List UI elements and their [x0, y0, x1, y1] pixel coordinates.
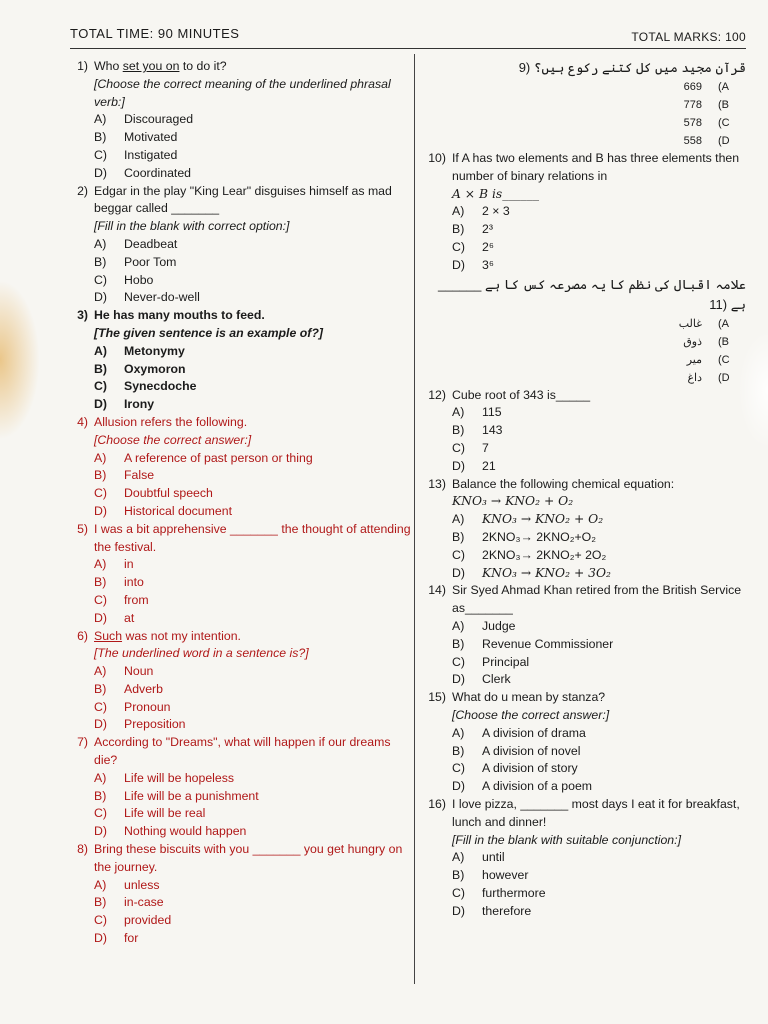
option[interactable]: D) Coordinated — [94, 165, 191, 180]
question-text: Allusion refers the following. — [94, 414, 248, 429]
question-number: 14) — [428, 583, 446, 598]
option[interactable]: C) Hobo — [94, 272, 154, 287]
question-equation: KNO₃ → KNO₂ + O₂ — [452, 494, 574, 509]
total-time: TOTAL TIME: 90 MINUTES — [70, 26, 240, 41]
option[interactable]: A) Discouraged — [94, 112, 194, 127]
option[interactable]: B) A division of novel — [452, 743, 581, 758]
question-7 — [62, 734, 412, 841]
question-number: 12) — [428, 387, 446, 402]
option[interactable]: D) Preposition — [94, 717, 186, 732]
option[interactable]: C) A division of story — [452, 761, 578, 776]
question-number: 7) — [77, 735, 88, 750]
option[interactable]: A) Life will be hopeless — [94, 770, 235, 785]
option[interactable]: 578 (C — [683, 117, 730, 129]
option[interactable]: D) KNO₃ → KNO₂ + 3O₂ — [452, 565, 611, 580]
question-11 — [420, 275, 750, 387]
question-instruction: [Fill in the blank with correct option:] — [94, 219, 290, 234]
option[interactable]: D) Clerk — [452, 672, 511, 687]
question-5 — [62, 521, 412, 628]
option[interactable]: C) 2⁶ — [452, 239, 494, 254]
option[interactable]: A) Deadbeat — [94, 236, 178, 251]
question-6 — [62, 628, 412, 735]
option[interactable]: B) 2³ — [452, 222, 493, 237]
option[interactable]: D) at — [94, 610, 135, 625]
question-3 — [62, 307, 412, 414]
option[interactable]: داغ (D — [687, 371, 730, 384]
question-instruction: [Choose the correct answer:] — [452, 707, 610, 722]
option[interactable]: C) Instigated — [94, 147, 178, 162]
question-12 — [420, 387, 750, 476]
option[interactable]: D) A division of a poem — [452, 779, 593, 794]
question-text: I love pizza, _______ most days I eat it for breakfast, lunch and dinner! — [452, 796, 740, 829]
question-instruction: [The given sentence is an example of?] — [94, 325, 323, 340]
question-number: 2) — [77, 183, 88, 198]
option[interactable]: A) A reference of past person or thing — [94, 450, 313, 465]
option[interactable]: D) Historical document — [94, 503, 232, 518]
question-text: Balance the following chemical equation: — [452, 476, 675, 491]
total-marks: TOTAL MARKS: 100 — [631, 30, 746, 44]
option[interactable]: B) Motivated — [94, 130, 178, 145]
option[interactable]: A) Noun — [94, 664, 154, 679]
left-column — [62, 58, 412, 948]
option[interactable]: C) 2KNO₃→ 2KNO₂+ 2O₂ — [452, 547, 607, 562]
question-4 — [62, 414, 412, 521]
question-number: 10) — [428, 151, 446, 165]
question-text: According to "Dreams", what will happen if our dreams die? — [94, 735, 391, 768]
option[interactable]: D) Irony — [94, 397, 155, 412]
question-8 — [62, 841, 412, 948]
question-text: Cube root of 343 is_____ — [452, 387, 591, 402]
option[interactable]: B) 143 — [452, 423, 503, 438]
option[interactable]: C) furthermore — [452, 885, 546, 900]
option[interactable]: 558 (D — [683, 135, 730, 147]
option[interactable]: C) Pronoun — [94, 699, 171, 714]
question-2 — [62, 183, 412, 308]
question-text: Bring these biscuits with you _______ you get hungry on the journey. — [94, 842, 403, 874]
question-text: Sir Syed Ahmad Khan retired from the British Service as_______ — [452, 583, 742, 616]
option[interactable]: C) Synecdoche — [94, 379, 197, 394]
question-instruction: [The underlined word in a sentence is?] — [94, 646, 309, 661]
question-text: Edgar in the play "King Lear" disguises himself as mad beggar called _______ — [94, 183, 392, 216]
option[interactable]: B) into — [94, 575, 144, 590]
option[interactable]: D) 21 — [452, 458, 496, 473]
option[interactable]: B) 2KNO₃→ 2KNO₂+O₂ — [452, 529, 596, 544]
option[interactable]: C) Doubtful speech — [94, 486, 213, 501]
question-expression: A × B is______ — [452, 186, 540, 201]
question-instruction: [Choose the correct answer:] — [94, 432, 252, 447]
question-text: Such was not my intention. — [94, 628, 241, 643]
question-number: 13) — [428, 476, 446, 491]
question-number: 16) — [428, 796, 446, 811]
question-text: If A has two elements and B has three elements then number of binary relations in — [452, 151, 740, 183]
question-number: 3) — [77, 308, 88, 323]
option[interactable]: B) Life will be a punishment — [94, 788, 259, 803]
option[interactable]: B) in-case — [94, 895, 164, 910]
question-13 — [420, 476, 750, 583]
option[interactable]: B) Poor Tom — [94, 254, 177, 269]
question-text: علامہ اقبال کی نظم کا یہ مصرعہ کس کا ہے ______ ہے — [437, 276, 746, 312]
question-number: 6) — [77, 628, 88, 643]
option[interactable]: C) provided — [94, 913, 172, 928]
option[interactable]: D) therefore — [452, 903, 532, 918]
option[interactable]: B) however — [452, 868, 529, 883]
option[interactable]: A) 115 — [452, 405, 502, 420]
option[interactable]: A) until — [452, 850, 505, 865]
option[interactable]: C) from — [94, 592, 149, 607]
light-glare — [0, 280, 40, 440]
option[interactable]: B) Oxymoron — [94, 361, 186, 376]
option[interactable]: ذوق (B — [683, 335, 729, 348]
question-number: (9 — [518, 60, 531, 75]
option[interactable]: 669 (A — [683, 81, 729, 93]
option[interactable]: A) in — [94, 557, 134, 572]
option[interactable]: B) Adverb — [94, 681, 163, 696]
question-16 — [420, 796, 750, 921]
option[interactable]: A) unless — [94, 877, 160, 892]
option[interactable]: 778 (B — [683, 99, 729, 111]
option[interactable]: غالب (A — [678, 317, 729, 330]
question-10 — [420, 150, 750, 275]
question-15 — [420, 689, 750, 796]
question-number: 15) — [428, 690, 446, 705]
option[interactable]: A) A division of drama — [452, 725, 586, 740]
option[interactable]: میر (C — [686, 353, 730, 366]
question-number: 8) — [77, 842, 88, 857]
question-number: (11 — [709, 296, 728, 312]
right-column — [420, 58, 750, 920]
option[interactable]: A) Metonymy — [94, 343, 185, 358]
question-1 — [62, 58, 412, 183]
option[interactable]: A) KNO₃ → KNO₂ + O₂ — [452, 512, 604, 527]
option[interactable]: C) Principal — [452, 654, 530, 669]
option[interactable]: B) Revenue Commissioner — [452, 636, 614, 651]
option[interactable]: C) 7 — [452, 440, 489, 455]
question-number: 5) — [77, 521, 88, 536]
option[interactable]: C) Life will be real — [94, 806, 206, 821]
option[interactable]: A) Judge — [452, 618, 516, 633]
question-text: I was a bit apprehensive _______ the thought of attending the festival. — [94, 521, 411, 554]
option[interactable]: D) Never-do-well — [94, 290, 200, 305]
option[interactable]: D) Nothing would happen — [94, 824, 247, 839]
question-text: What do u mean by stanza? — [452, 690, 606, 705]
option[interactable]: A) 2 × 3 — [452, 204, 510, 219]
option[interactable]: D) 3⁶ — [452, 257, 494, 272]
question-text: He has many mouths to feed. — [94, 308, 265, 323]
question-14 — [420, 582, 750, 689]
question-instruction: [Choose the correct meaning of the underlined phrasal verb:] — [94, 76, 391, 109]
question-instruction: [Fill in the blank with suitable conjunction:] — [452, 832, 681, 847]
question-number: 4) — [77, 414, 88, 429]
question-9 — [420, 58, 750, 150]
question-text: قرآن مجید میں کل کتنے رکوع ہیں؟ — [533, 60, 746, 75]
question-text: Who set you on to do it? — [94, 59, 227, 73]
column-divider — [414, 54, 415, 984]
paper-header — [70, 24, 746, 49]
option[interactable]: D) for — [94, 931, 139, 946]
question-number: 1) — [77, 59, 88, 73]
option[interactable]: B) False — [94, 468, 155, 483]
